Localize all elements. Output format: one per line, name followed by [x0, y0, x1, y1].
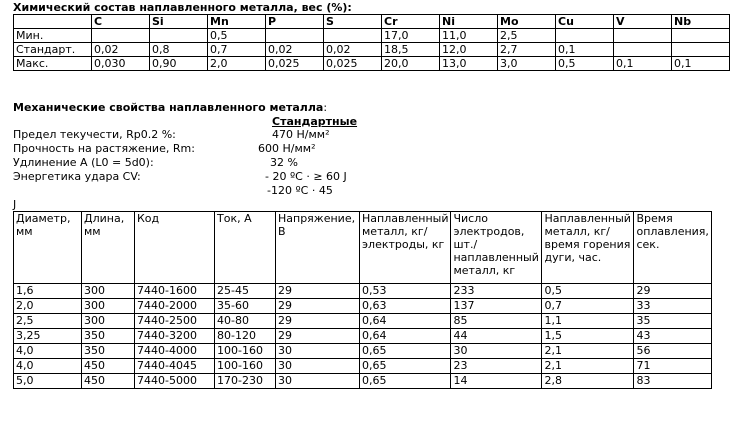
elec-row [14, 314, 712, 329]
chem-cell [556, 29, 614, 43]
elec-cell: 0,65 [360, 359, 451, 374]
chem-header-cell: Ni [440, 15, 498, 29]
elec-cell: 0,53 [360, 284, 451, 299]
elec-header-cell: Число электродов, шт./ наплавленный металл, кг [451, 212, 542, 284]
chem-header-cell: S [324, 15, 382, 29]
mech-prop-value: 32 % [270, 156, 298, 169]
elec-cell: 7440-4000 [135, 344, 215, 359]
elec-cell: 30 [451, 344, 542, 359]
stray-unit-text: J [13, 198, 17, 211]
elec-header-cell: Наплавленный металл, кг/ время горения дуги, час. [542, 212, 634, 284]
standard-label: Стандартные [272, 115, 358, 128]
elec-cell: 35 [634, 314, 711, 329]
chem-header-cell: Mn [208, 15, 266, 29]
elec-cell: 44 [451, 329, 542, 344]
electrode-table [13, 211, 712, 389]
mech-prop-label: Удлинение A (L0 = 5d0): [13, 156, 154, 169]
elec-cell: 7440-2500 [135, 314, 215, 329]
elec-cell: 29 [276, 299, 360, 314]
chemical-composition-table [13, 14, 730, 71]
chem-cell: 0,025 [266, 57, 324, 71]
chem-cell [266, 29, 324, 43]
mech-title-wrap [13, 101, 327, 114]
mech-prop-label: Прочность на растяжение, Rm: [13, 142, 195, 155]
chem-cell: 0,025 [324, 57, 382, 71]
chem-cell: 0,8 [150, 43, 208, 57]
chem-cell [92, 29, 150, 43]
elec-cell: 4,0 [14, 359, 82, 374]
mechanical-properties [13, 115, 413, 205]
chem-cell: 3,0 [498, 57, 556, 71]
elec-row [14, 374, 712, 389]
chem-cell [324, 29, 382, 43]
mech-prop-row [13, 128, 413, 141]
chem-cell: 0,02 [92, 43, 150, 57]
elec-cell: 233 [451, 284, 542, 299]
elec-cell: 100-160 [215, 344, 276, 359]
elec-cell: 14 [451, 374, 542, 389]
elec-cell: 0,63 [360, 299, 451, 314]
elec-cell: 2,1 [542, 359, 634, 374]
elec-cell: 7440-2000 [135, 299, 215, 314]
chem-cell: 0,02 [266, 43, 324, 57]
mech-prop-row [13, 184, 413, 197]
chem-row-label: Мин. [14, 29, 92, 43]
elec-cell: 29 [276, 329, 360, 344]
chem-cell [150, 29, 208, 43]
elec-cell: 2,1 [542, 344, 634, 359]
elec-cell: 56 [634, 344, 711, 359]
chem-header-cell: Mo [498, 15, 556, 29]
elec-cell: 100-160 [215, 359, 276, 374]
elec-row [14, 359, 712, 374]
elec-cell: 2,8 [542, 374, 634, 389]
chem-row [14, 29, 730, 43]
elec-header-cell: Время оплавления, сек. [634, 212, 711, 284]
elec-cell: 30 [276, 344, 360, 359]
elec-header-cell: Диаметр, мм [14, 212, 82, 284]
elec-cell: 7440-3200 [135, 329, 215, 344]
chem-cell: 11,0 [440, 29, 498, 43]
mech-title-colon: : [323, 101, 328, 114]
elec-cell: 350 [82, 344, 135, 359]
chem-title: Химический состав наплавленного металла, вес (%): [13, 1, 352, 14]
elec-cell: 4,0 [14, 344, 82, 359]
elec-header-cell: Напряжение, В [276, 212, 360, 284]
chem-header-cell: P [266, 15, 324, 29]
elec-cell: 5,0 [14, 374, 82, 389]
chem-cell [672, 29, 730, 43]
elec-cell: 3,25 [14, 329, 82, 344]
elec-cell: 7440-4045 [135, 359, 215, 374]
elec-header-cell: Ток, А [215, 212, 276, 284]
chem-header-cell: Cu [556, 15, 614, 29]
chem-cell [614, 43, 672, 57]
chem-row-label: Стандарт. [14, 43, 92, 57]
elec-cell: 350 [82, 329, 135, 344]
chem-row [14, 43, 730, 57]
chem-cell: 2,0 [208, 57, 266, 71]
chem-header-cell: C [92, 15, 150, 29]
elec-cell: 33 [634, 299, 711, 314]
chem-cell: 0,5 [208, 29, 266, 43]
chem-cell: 0,030 [92, 57, 150, 71]
elec-cell: 29 [276, 284, 360, 299]
elec-cell: 1,6 [14, 284, 82, 299]
elec-cell: 450 [82, 374, 135, 389]
mech-prop-row [13, 142, 413, 155]
elec-cell: 30 [276, 359, 360, 374]
elec-cell: 30 [276, 374, 360, 389]
elec-cell: 1,1 [542, 314, 634, 329]
elec-cell: 0,7 [542, 299, 634, 314]
chem-header-cell [14, 15, 92, 29]
mech-title: Механические свойства наплавленного металла [13, 101, 324, 114]
chem-cell: 0,5 [556, 57, 614, 71]
chem-cell: 0,1 [672, 57, 730, 71]
elec-cell: 85 [451, 314, 542, 329]
mech-prop-value: 600 Н/мм² [258, 142, 316, 155]
chem-header-cell: Si [150, 15, 208, 29]
chem-header-cell: V [614, 15, 672, 29]
elec-cell: 35-60 [215, 299, 276, 314]
elec-row [14, 344, 712, 359]
elec-cell: 29 [634, 284, 711, 299]
mech-prop-row [13, 170, 413, 183]
mech-prop-value: 470 Н/мм² [272, 128, 330, 141]
elec-cell: 0,5 [542, 284, 634, 299]
elec-cell: 450 [82, 359, 135, 374]
elec-cell: 2,0 [14, 299, 82, 314]
elec-cell: 40-80 [215, 314, 276, 329]
mech-prop-label: Энергетика удара CV: [13, 170, 141, 183]
elec-cell: 43 [634, 329, 711, 344]
elec-cell: 71 [634, 359, 711, 374]
elec-cell: 300 [82, 314, 135, 329]
chem-cell [614, 29, 672, 43]
chem-cell: 12,0 [440, 43, 498, 57]
chem-row [14, 57, 730, 71]
elec-cell: 300 [82, 299, 135, 314]
mech-prop-label: Предел текучести, Rp0.2 %: [13, 128, 176, 141]
elec-cell: 300 [82, 284, 135, 299]
elec-cell: 80-120 [215, 329, 276, 344]
elec-row [14, 329, 712, 344]
elec-cell: 25-45 [215, 284, 276, 299]
elec-cell: 137 [451, 299, 542, 314]
elec-row [14, 284, 712, 299]
elec-cell: 0,64 [360, 329, 451, 344]
chem-cell: 18,5 [382, 43, 440, 57]
chem-header-cell: Cr [382, 15, 440, 29]
elec-cell: 2,5 [14, 314, 82, 329]
mech-prop-value: -120 ºC · 45 [267, 184, 333, 197]
elec-cell: 23 [451, 359, 542, 374]
chem-cell: 17,0 [382, 29, 440, 43]
chem-header-cell: Nb [672, 15, 730, 29]
elec-header-cell: Код [135, 212, 215, 284]
chem-cell: 2,5 [498, 29, 556, 43]
chem-cell: 0,1 [556, 43, 614, 57]
mech-prop-row [13, 156, 413, 169]
chem-cell: 0,02 [324, 43, 382, 57]
elec-cell: 170-230 [215, 374, 276, 389]
elec-cell: 0,65 [360, 344, 451, 359]
chem-cell: 2,7 [498, 43, 556, 57]
elec-cell: 0,65 [360, 374, 451, 389]
elec-cell: 7440-5000 [135, 374, 215, 389]
elec-header-cell: Длина, мм [82, 212, 135, 284]
chem-cell: 0,7 [208, 43, 266, 57]
chem-cell: 0,1 [614, 57, 672, 71]
elec-cell: 29 [276, 314, 360, 329]
mech-prop-value: - 20 ºC · ≥ 60 J [265, 170, 347, 183]
chem-cell [672, 43, 730, 57]
elec-row [14, 299, 712, 314]
elec-header-cell: Наплавленный металл, кг/ электроды, кг [360, 212, 451, 284]
chem-cell: 13,0 [440, 57, 498, 71]
chem-cell: 20,0 [382, 57, 440, 71]
chem-cell: 0,90 [150, 57, 208, 71]
elec-cell: 1,5 [542, 329, 634, 344]
elec-cell: 0,64 [360, 314, 451, 329]
chem-row-label: Макс. [14, 57, 92, 71]
elec-cell: 7440-1600 [135, 284, 215, 299]
elec-cell: 83 [634, 374, 711, 389]
